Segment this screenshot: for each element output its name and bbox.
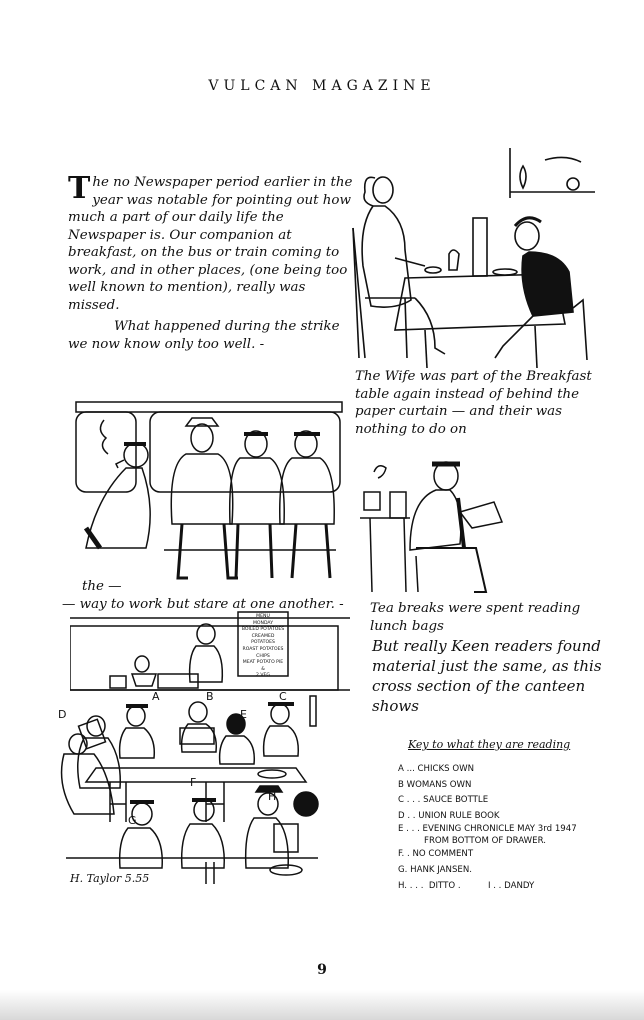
key-item: F. . NO COMMENT [398, 849, 474, 860]
menu-line: CHIPS [256, 653, 270, 659]
drop-cap: T [68, 171, 91, 206]
key-item-continued: FROM BOTTOM OF DRAWER. [424, 836, 547, 847]
menu-line: MONDAY [252, 620, 274, 626]
canteen-letter-d: D [58, 708, 67, 721]
page-number: 9 [317, 962, 327, 978]
scan-shadow [0, 990, 644, 1020]
canteen-letter-e: E [240, 708, 247, 721]
canteen-diners-illustration [56, 694, 326, 888]
key-item: C . . . SAUCE BOTTLE [398, 795, 489, 806]
canteen-letter-g: G [128, 814, 137, 827]
caption-breakfast: The Wife was part of the Breakfast table again instead of behind the paper curtain — and their was nothing to do on [355, 369, 592, 437]
key-item: A ... CHICKS OWN [398, 764, 475, 774]
canteen-letter-f: F [190, 776, 197, 789]
menu-board [240, 614, 286, 680]
menu-line: BOILED POTATOES [241, 627, 285, 633]
menu-line: MENU [256, 614, 270, 619]
key-item: H. . . . DITTO . I . . DANDY [398, 880, 535, 891]
menu-line: MEAT POTATO PIE [242, 660, 284, 666]
key-item: E . . . EVENING CHRONICLE MAY 3rd 1947 [398, 824, 577, 835]
bus-illustration [74, 400, 344, 590]
artist-signature: H. Taylor 5.55 [70, 872, 150, 885]
masthead: VULCAN MAGAZINE [208, 78, 436, 94]
menu-line: 2 VEG [256, 673, 270, 679]
menu-line: ROAST POTATOES [242, 646, 284, 652]
intro-paragraph-2: What happened during the strike we now know only too well. - [68, 319, 340, 352]
intro-text [68, 171, 358, 353]
canteen-counter-illustration [70, 608, 350, 694]
intro-paragraph-1: he no Newspaper period earlier in the year was notable for pointing out how much a part of our daily life the Newspaper is. Our companion at breakfast, on the bus or train coming to work, and in other places, (one being too well known to mention), really was missed. [68, 175, 353, 313]
caption-bus: — way to work but stare at one another. - [62, 597, 344, 612]
canteen-letter-c: C [279, 690, 287, 703]
canteen-letter-a: A [152, 690, 160, 703]
menu-line: CREAMED POTATOES [251, 633, 275, 646]
key-title: Key to what they are reading [408, 738, 571, 751]
menu-line: & [261, 666, 265, 672]
caption-canteen: But really Keen readers found material just the same, as this cross section of the canteen shows [372, 637, 602, 715]
key-list [398, 762, 608, 894]
breakfast-illustration [345, 148, 600, 370]
key-item: D . . UNION RULE BOOK [398, 810, 500, 821]
caption-bus-lead: the — [82, 579, 122, 594]
key-item: G. HANK JANSEN. [398, 864, 472, 875]
caption-tea: Tea breaks were spent reading lunch bags [370, 601, 581, 634]
canteen-letter-b: B [206, 690, 214, 703]
tea-break-illustration [360, 452, 520, 600]
key-item: B WOMANS OWN [398, 779, 472, 790]
canteen-letter-h: H [268, 790, 277, 803]
